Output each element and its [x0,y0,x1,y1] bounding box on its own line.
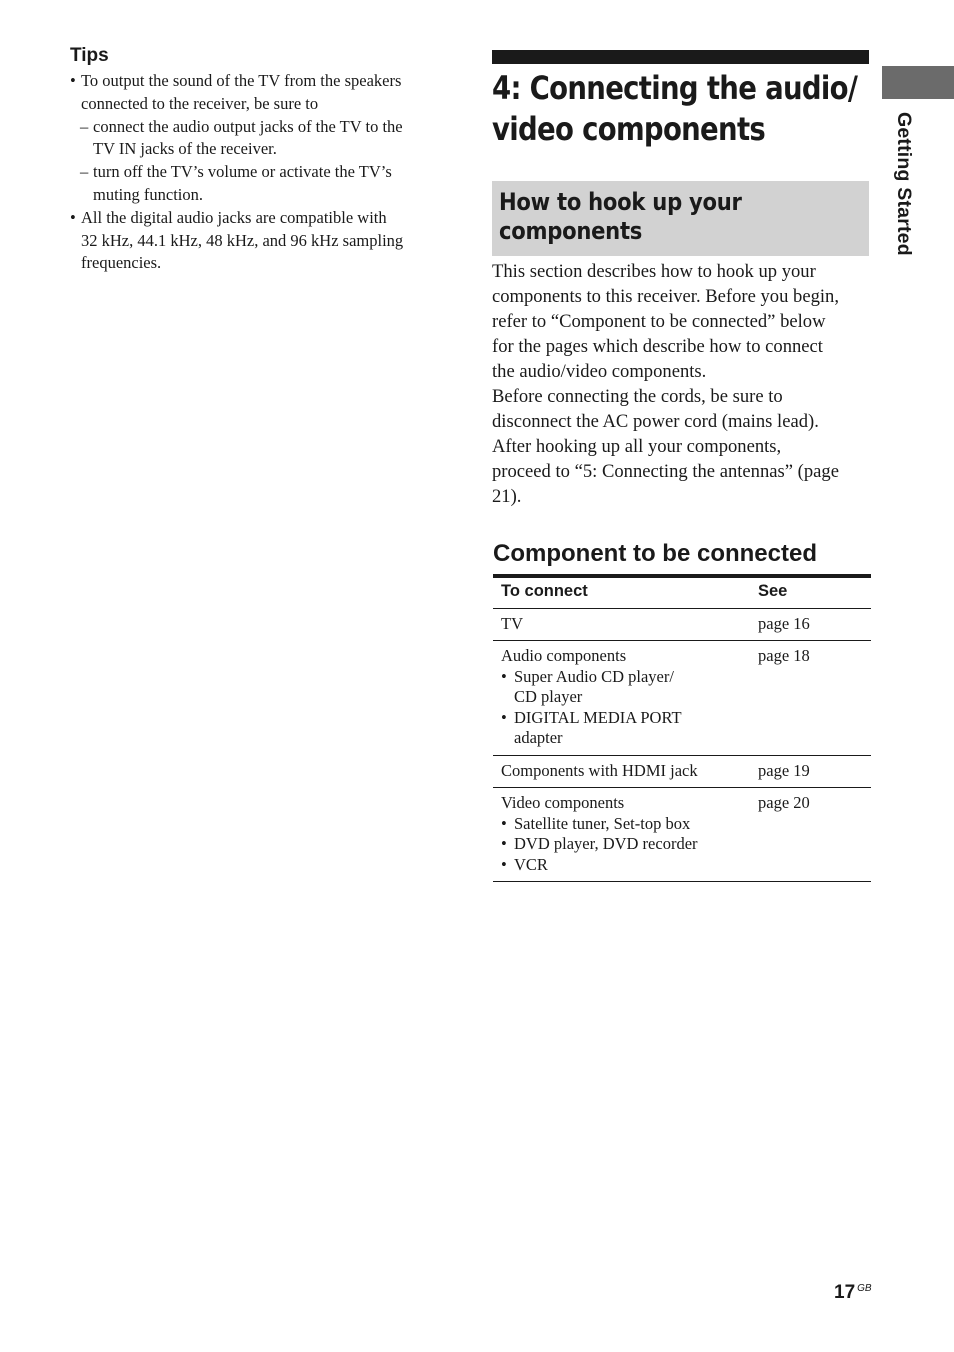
component-cell [493,755,750,788]
subitem-line: Super Audio CD player/ [514,666,674,686]
component-label: Video components [501,793,625,812]
page-number-suffix: GB [857,1283,872,1294]
section-tab-marker [882,66,954,99]
page-reference: page 18 [750,641,871,756]
section-title-line: How to hook up your [499,188,742,216]
bullet: • [501,666,507,686]
tips-heading: Tips [70,45,109,66]
page-reference: page 16 [750,608,871,641]
intro-line: 21). [492,486,522,507]
table-row [493,641,871,756]
chapter-title-line: video components [492,110,766,148]
table-row [493,788,871,882]
intro-line: After hooking up all your components, [492,436,782,457]
component-cell [493,641,750,756]
component-subitem [501,814,742,835]
tip-line: turn off the TV’s volume or activate the TV’s [93,162,392,182]
intro-line: components to this receiver. Before you begin, [492,286,839,307]
bullet: • [501,854,507,874]
component-label: TV [501,613,523,633]
chapter-title [492,68,870,150]
tip-line: TV IN jacks of the receiver. [93,139,277,159]
section-title-line: components [499,217,643,245]
tip-subitem [70,161,442,207]
dash: – [80,116,89,136]
component-cell [493,788,750,882]
table-row [493,608,871,641]
page-reference: page 20 [750,788,871,882]
tip-subitem [70,116,442,162]
subitem-line: CD player [514,687,583,706]
subsection-title: Component to be connected [493,540,817,567]
component-table [493,578,871,882]
intro-line: Before connecting the cords, be sure to [492,386,783,407]
subitem-line: VCR [514,854,548,874]
tip-item [70,70,442,116]
subitem-line: DIGITAL MEDIA PORT [514,707,682,727]
tip-line: All the digital audio jacks are compatible with [81,207,387,227]
bullet: • [501,834,507,853]
tip-line: frequencies. [81,253,162,273]
component-subitem [501,855,742,876]
bullet: • [501,813,507,833]
tip-line: connect the audio output jacks of the TV to the [93,116,403,136]
table-row [493,755,871,788]
intro-line: disconnect the AC power cord (mains lead). [492,411,819,432]
intro-line: proceed to “5: Connecting the antennas” (page [492,461,839,482]
header-see: See [750,578,871,608]
bullet: • [501,707,507,727]
component-subitem [501,708,742,749]
bullet: • [70,71,76,90]
component-label: Components with HDMI jack [501,760,698,780]
tip-line: connected to the receiver, be sure to [81,93,319,113]
bullet: • [70,207,76,227]
component-subitem [501,834,742,855]
subitem-line: Satellite tuner, Set-top box [514,813,691,833]
subitem-line: DVD player, DVD recorder [514,834,698,853]
tip-item [70,207,442,275]
page-number-value: 17 [834,1282,856,1303]
subitem-line: adapter [514,728,563,747]
side-section-label: Getting Started [893,112,915,256]
intro-line: This section describes how to hook up your [492,261,816,282]
tips-list [70,70,442,275]
dash: – [80,162,89,182]
table-header-row [493,578,871,608]
component-cell [493,608,750,641]
page-number [834,1282,872,1304]
section-title [499,188,869,246]
section-intro [492,259,872,509]
component-subitem [501,667,742,708]
tip-line: 32 kHz, 44.1 kHz, 48 kHz, and 96 kHz sampling [81,230,404,250]
tip-line: To output the sound of the TV from the speakers [81,71,402,90]
component-label: Audio components [501,646,627,665]
tip-line: muting function. [93,184,203,204]
intro-line: for the pages which describe how to connect [492,336,823,357]
page-reference: page 19 [750,755,871,788]
header-to-connect: To connect [493,578,750,608]
chapter-title-rule [492,50,869,64]
intro-line: refer to “Component to be connected” below [492,311,826,332]
intro-line: the audio/video components. [492,361,707,382]
chapter-title-line: 4: Connecting the audio/ [492,69,858,107]
